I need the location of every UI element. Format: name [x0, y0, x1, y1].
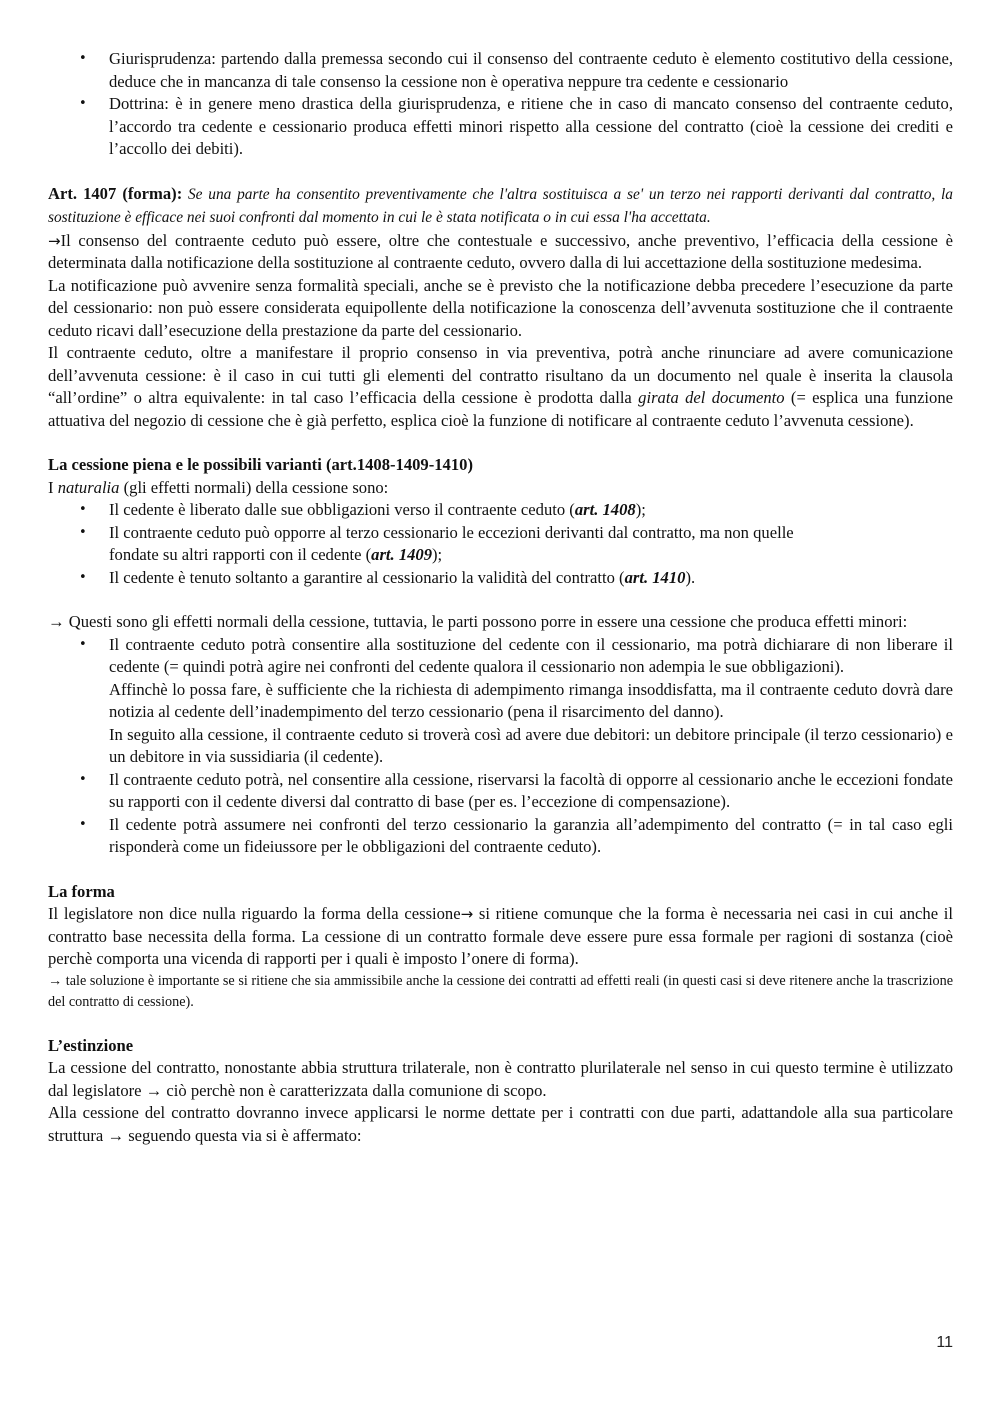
variants-list: [48, 634, 953, 859]
emphasis-text: naturalia: [57, 477, 120, 497]
page-number: 11: [936, 1334, 953, 1351]
bullet-text: • Il contraente ceduto potrà consentire alla sostituzione del cedente con il cessionario, ma potrà dichiarare di non liberare il cedente (= quindi potrà agire nei confronti del cedente qualora il cessionario non adempia le sue obbligazioni).: [109, 634, 953, 676]
list-item: [48, 93, 953, 161]
bullet-text: Il cedente è liberato dalle sue obbligazioni verso il contraente ceduto (: [109, 500, 575, 519]
bullet-text: ).: [685, 567, 696, 587]
list-item: [48, 634, 953, 769]
paragraph: [48, 477, 953, 500]
article-reference: art. 1408: [574, 500, 636, 519]
section-heading: La forma: [48, 881, 115, 901]
bullet-text: Il contraente ceduto può opporre al terzo cessionario le eccezioni derivanti dal contratto, ma non quelle fondate su altri rapporti con il cedente (: [109, 522, 794, 564]
paragraph-text: Il legislatore non dice nulla riguardo la forma della cessione: [48, 904, 461, 923]
arrow-icon: →: [460, 905, 474, 923]
article-quote: Se una parte ha consentito preventivamente che l'altra sostituisca a se' un terzo nei rapporti derivanti dal contratto, la sostituzione è efficace nei suoi confronti dal momento in cui le è stata notificata o in cui essa l'ha accettata.: [48, 185, 953, 226]
paragraph: [48, 342, 953, 432]
footnote-paragraph: → tale soluzione è importante se si ritiene che sia ammissibile anche la cessione dei contratti ad effetti reali (in questi casi si deve ritenere anche la trascrizione del contratto di cessione).: [48, 972, 953, 1010]
emphasis-text: girata del documento: [638, 388, 785, 407]
paragraph: [48, 903, 953, 971]
bullet-text: In seguito alla cessione, il contraente ceduto si troverà così ad avere due debitori: un debitore principale (il terzo cessionario) e un debitore in via sussidiaria (il cedente).: [109, 724, 953, 766]
article-1407-paragraph: [48, 183, 953, 230]
list-item: [48, 499, 953, 522]
paragraph-text: I: [48, 477, 58, 497]
paragraph-text: Il consenso del contraente ceduto può essere, oltre che contestuale e successivo, anche preventivo, l’efficacia della cessione è determinata dalla notificazione della sostituzione al contraente ceduto, ovvero dalla di lui accettazione della sostituzione medesima.: [48, 230, 953, 272]
article-reference: art. 1409: [371, 545, 433, 564]
bullet-text: Il cedente è tenuto soltanto a garantire al cessionario la validità del contratto (: [109, 567, 625, 587]
bullet-text: è in genere meno drastica della giurisprudenza, e ritiene che in caso di mancato consenso del contraente ceduto, l’accordo tra cedente e cessionario produca effetti minori rispetto alla cessione del contratto (cioè la cessione dei crediti e l’accollo dei debiti).: [109, 94, 953, 158]
article-label: Art. 1407 (forma):: [48, 183, 183, 203]
document-page: [48, 48, 953, 1147]
paragraph-text: (= esplica una funzione attuativa del negozio di cessione che è già perfetto, esplica cioè la funzione di notificare al contraente ceduto l’avvenuta cessione).: [48, 388, 954, 430]
paragraph: → Questi sono gli effetti normali della cessione, tuttavia, le parti possono porre in essere una cessione che produca effetti minori:: [48, 612, 908, 631]
paragraph: [48, 230, 953, 275]
arrow-icon: →: [48, 231, 61, 250]
list-item: [48, 48, 953, 93]
bullet-text: Affinchè lo possa fare, è sufficiente che la richiesta di adempimento rimanga insoddisfatta, ma il contraente ceduto dovrà dare notizia al cedente dell’inadempimento del terzo cessionario (pena il risarcimento del danno).: [109, 679, 953, 721]
section-heading: L’estinzione: [48, 1035, 134, 1055]
bullet-text: partendo dalla premessa secondo cui il consenso del contraente ceduto è elemento costitutivo della cessione, deduce che in mancanza di tale consenso la cessione non è operativa neppure tra cedente e cessionario: [109, 49, 953, 91]
article-reference: art. 1410: [624, 567, 686, 587]
paragraph-text: Il contraente ceduto, oltre a manifestare il proprio consenso in via preventiva, potrà anche rinunciare ad avere comunicazione dell’avvenuta cessione: è il caso in cui tutti gli elementi del contratto risultano da un documento nel quale è inserita la clausola “all’ordine” o altra equivalente: in tal caso l’efficacia della cessione è prodotta dalla: [48, 343, 953, 407]
bullet-label: Giurisprudenza:: [109, 49, 216, 68]
paragraph: Alla cessione del contratto dovranno invece applicarsi le norme dettate per i contratti con due parti, adattandole alla sua particolare struttura → seguendo questa via si è affermato:: [48, 1103, 953, 1145]
list-item: • Il cedente potrà assumere nei confronti del terzo cessionario la garanzia all’adempimento del contratto (= in tal caso egli risponderà come un fideiussore per le obbligazioni del contraente ceduto).: [48, 814, 953, 859]
list-item: [48, 567, 953, 590]
bullet-label: Dottrina:: [109, 94, 169, 113]
bullet-text: );: [635, 500, 646, 519]
paragraph: La cessione del contratto, nonostante abbia struttura trilaterale, non è contratto plurilaterale nel senso in cui questo termine è utilizzato dal legislatore → ciò perchè non è caratterizzata dalla comunione di scopo.: [48, 1058, 953, 1100]
bullet-text: );: [432, 545, 443, 564]
effects-list: [48, 499, 953, 589]
section-heading: La cessione piena e le possibili varianti (art.1408-1409-1410): [48, 455, 473, 474]
opinions-list: [48, 48, 953, 161]
list-item: [48, 522, 953, 567]
paragraph-text: si ritiene comunque che la forma è necessaria nei casi in cui anche il contratto base necessita della forma. La cessione di un contratto formale deve essere pure essa formale per ragioni di sostanza (cioè perchè comporta una vicenda di rapporti per i quali è imposto l’onere di forma).: [48, 904, 953, 968]
paragraph: La notificazione può avvenire senza formalità speciali, anche se è previsto che la notificazione debba precedere l’esecuzione da parte del cessionario: non può essere considerata equipollente della notificazione la conoscenza dell’avvenuta sostituzione che il contraente ceduto ricavi dall’esecuzione della prestazione da parte del cessionario.: [48, 275, 953, 340]
paragraph-text: (gli effetti normali) della cessione sono:: [119, 477, 389, 497]
list-item: • Il contraente ceduto potrà, nel consentire alla cessione, riservarsi la facoltà di opporre al cessionario anche le eccezioni fondate su rapporti con il cedente diversi dal contratto di base (per es. l’eccezione di compensazione).: [48, 769, 953, 814]
